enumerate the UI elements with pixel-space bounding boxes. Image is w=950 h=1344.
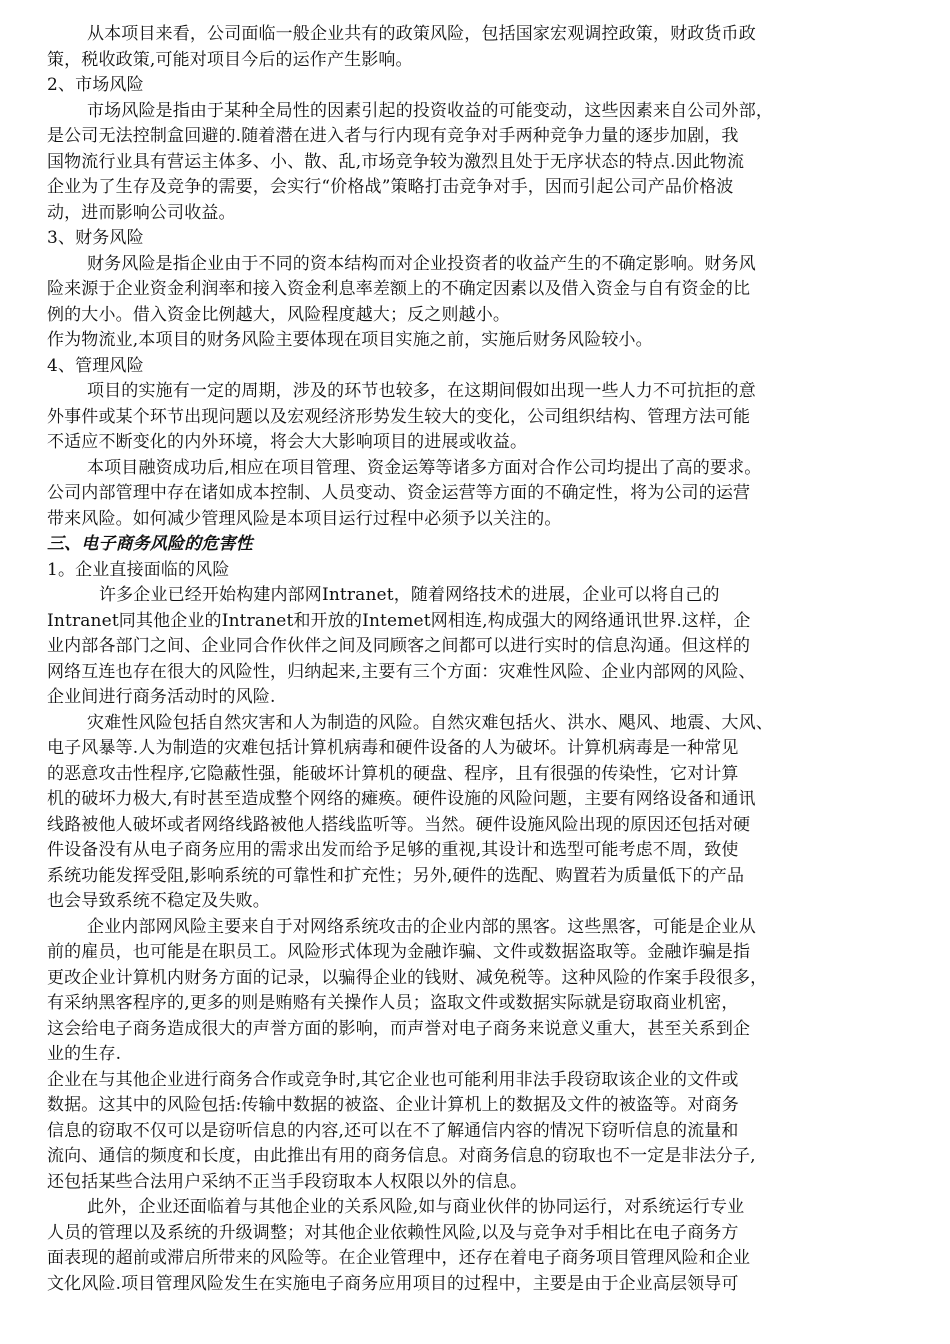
text-line: 本项目融资成功后,相应在项目管理、资金运筹等诸多方面对合作公司均提出了高的要求。 [87,457,762,478]
text-line: 是公司无法控制盒回避的.随着潜在进入者与行内现有竞争对手两种竞争力量的逐步加剧，我 [47,126,739,146]
text-line: 企业在与其他企业进行商务合作或竞争时,其它企业也可能利用非法手段窃取该企业的文件或 [47,1069,739,1090]
text-line: 还包括某些合法用户采纳不正当手段窃取本人权限以外的信息。 [47,1171,528,1192]
text-line: 项目的实施有一定的周期，涉及的环节也较多，在这期间假如出现一些人力不可抗拒的意 [87,381,756,401]
text-line: 财务风险是指企业由于不同的资本结构而对企业投资者的收益产生的不确定影响。财务风 [87,253,756,274]
text-line: 险来源于企业资金利润率和接入资金利息率差额上的不确定因素以及借入资金与自有资金的比 [47,279,751,299]
text-line: 也会导致系统不稳定及失败。 [47,891,270,911]
text-line: 3、财务风险 [47,228,144,248]
text-line: 企业为了生存及竞争的需要，会实行“价格战”策略打击竞争对手，因而引起公司产品价格波 [47,177,734,197]
text-line: 更改企业计算机内财务方面的记录，以骗得企业的钱财、减免税等。这种风险的作案手段很多， [47,967,768,988]
text-line: 市场风险是指由于某种全局性的因素引起的投资收益的可能变动，这些因素来自公司外部， [87,100,773,121]
text-line: 许多企业已经开始构建内部网Intranet，随着网络技术的进展，企业可以将自己的 [99,585,720,605]
text-line: 策，税收政策,可能对项目今后的运作产生影响。 [47,49,413,70]
text-line: 这会给电子商务造成很大的声誉方面的影响，而声誉对电子商务来说意义重大，甚至关系到企 [47,1018,751,1039]
text-line: 动，进而影响公司收益。 [47,202,236,223]
text-line: 不适应不断变化的内外环境，将会大大影响项目的进展或收益。 [47,432,528,452]
text-line: 面表现的超前或滞启所带来的风险等。在企业管理中，还存在着电子商务项目管理风险和企业 [47,1248,751,1268]
text-line: 件设备没有从电子商务应用的需求出发而给予足够的重视,其设计和选型可能考虑不周，致使 [47,840,739,860]
text-line: 例的大小。借入资金比例越大，风险程度越大；反之则越小。 [47,304,511,325]
text-line: 外事件或某个环节出现问题以及宏观经济形势发生较大的变化，公司组织结构、管理方法可能 [47,406,751,427]
text-line: 人员的管理以及系统的升级调整；对其他企业依赖性风险,以及与竞争对手相比在电子商务方 [47,1222,739,1243]
text-line: 4、管理风险 [47,355,144,376]
text-line: 系统功能发挥受阻,影响系统的可靠性和扩充性；另外,硬件的选配、购置若为质量低下的产品 [47,865,745,886]
text-line: 机的破坏力极大,有时甚至造成整个网络的瘫痪。硬件设施的风险问题，主要有网络设备和通讯 [47,789,756,809]
text-line: 灾难性风险包括自然灾害和人为制造的风险。自然灾难包括火、洪水、飓风、地震、大风、 [87,712,773,733]
text-line: 的恶意攻击性程序,它隐蔽性强，能破坏计算机的硬盘、程序，且有很强的传染性，它对计算 [47,763,739,784]
text-line: 国物流行业具有营运主体多、小、散、乱,市场竞争较为激烈且处于无序状态的特点.因此物流 [47,151,745,172]
text-line: 电子风暴等.人为制造的灾难包括计算机病毒和硬件设备的人为破坏。计算机病毒是一种常见 [47,738,739,758]
text-line: 有采纳黑客程序的,更多的则是贿赂有关操作人员；盗取文件或数据实际就是窃取商业机密， [47,993,739,1013]
text-line: 文化风险.项目管理风险发生在实施电子商务应用项目的过程中，主要是由于企业高层领导可 [47,1273,739,1294]
text-line: 企业内部网风险主要来自于对网络系统攻击的企业内部的黑客。这些黑客，可能是企业从 [87,916,756,937]
text-line: 数据。这其中的风险包括:传输中数据的被盗、企业计算机上的数据及文件的被盗等。对商务 [47,1095,739,1115]
text-line: 带来风险。如何减少管理风险是本项目运行过程中必须予以关注的。 [47,508,562,529]
text-line: 线路被他人破坏或者网络线路被他人搭线监听等。当然。硬件设施风险出现的原因还包括对硬 [47,814,751,835]
text-line: 作为物流业,本项目的财务风险主要体现在项目实施之前，实施后财务风险较小。 [47,330,653,350]
text-line: 1。企业直接面临的风险 [47,559,230,580]
text-line: 流向、通信的频度和长度，由此推出有用的商务信息。对商务信息的窃取也不一定是非法分子, [47,1146,756,1166]
text-line: 从本项目来看，公司面临一般企业共有的政策风险，包括国家宏观调控政策，财政货币政 [87,24,756,44]
text-line: 此外，企业还面临着与其他企业的关系风险,如与商业伙伴的协同运行，对系统运行专业 [87,1197,745,1217]
text-line: 信息的窃取不仅可以是窃听信息的内容,还可以在不了解通信内容的情况下窃听信息的流量和 [47,1120,739,1141]
text-line: 前的雇员，也可能是在职员工。风险形式体现为金融诈骗、文件或数据盗取等。金融诈骗是指 [47,942,751,962]
text-line: 业的生存. [47,1044,122,1064]
text-line: 公司内部管理中存在诸如成本控制、人员变动、资金运营等方面的不确定性，将为公司的运营 [47,483,751,503]
section-heading: 三、电子商务风险的危害性 [47,534,253,554]
text-line: 网络互连也存在很大的风险性，归纳起来,主要有三个方面：灾难性风险、企业内部网的风险、 [47,661,756,682]
text-line: Intranet同其他企业的Intranet和开放的Intemet网相连,构成强大的网络通讯世界.这样，企 [47,610,751,631]
text-line: 2、市场风险 [47,75,144,95]
text-line: 企业间进行商务活动时的风险. [47,687,276,707]
text-line: 业内部各部门之间、企业同合作伙伴之间及同顾客之间都可以进行实时的信息沟通。但这样的 [47,636,751,656]
